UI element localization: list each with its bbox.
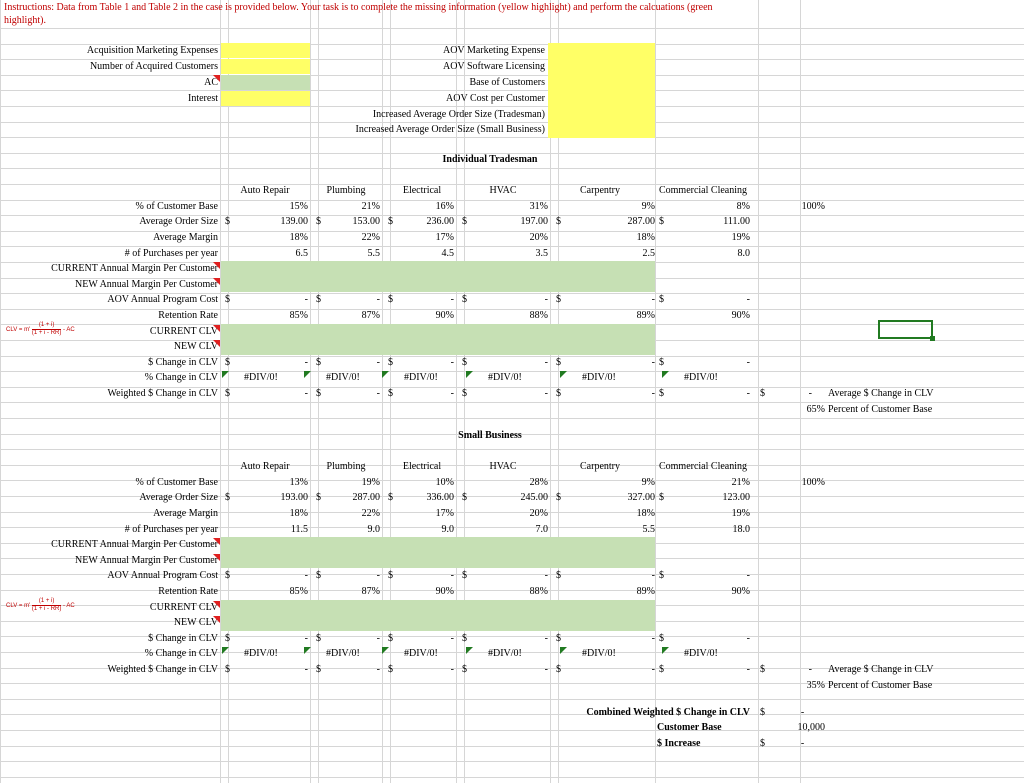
change-clv-value[interactable]: - <box>450 356 454 368</box>
retention-value[interactable]: 88% <box>529 310 548 321</box>
dollar-sign: $ <box>659 216 664 228</box>
weighted-clv-value[interactable]: - <box>376 388 380 399</box>
comment-marker <box>213 340 220 347</box>
customer-base-value[interactable]: 9% <box>641 200 655 212</box>
margin-value[interactable]: 18% <box>636 508 655 519</box>
clv-formula: CLV = m' $\frac{(1 + i)}{(1 + i - RR)}$ - AC <box>6 597 75 612</box>
category-header: Commercial Cleaning <box>658 461 748 473</box>
dollar-sign: $ <box>388 388 393 399</box>
summary-dollar: $ <box>760 388 765 399</box>
summary-percent[interactable]: 65% <box>806 403 825 415</box>
margin-value[interactable]: 19% <box>731 508 750 519</box>
customer-base-value[interactable]: 16% <box>435 200 454 212</box>
error-indicator <box>304 647 311 654</box>
category-header: Auto Repair <box>240 185 290 197</box>
retention-value[interactable]: 88% <box>529 586 548 597</box>
category-header: Commercial Cleaning <box>658 185 748 197</box>
div-error[interactable]: #DIV/0! <box>404 372 438 384</box>
error-indicator <box>466 371 473 378</box>
combined-label-1: Customer Base <box>657 722 722 733</box>
row-label: # of Purchases per year <box>124 523 218 535</box>
row-label: NEW CLV <box>173 617 218 629</box>
category-header: Electrical <box>402 185 442 197</box>
order-size-value[interactable]: 336.00 <box>426 492 454 504</box>
row-label: NEW Annual Margin Per Customer <box>75 554 218 566</box>
retention-value[interactable]: 90% <box>435 586 454 597</box>
dollar-sign: $ <box>462 388 467 399</box>
dollar-sign: $ <box>388 570 393 582</box>
div-error[interactable]: #DIV/0! <box>326 372 360 384</box>
dollar-sign: $ <box>316 664 321 675</box>
fill-handle[interactable] <box>930 336 935 341</box>
category-header: Plumbing <box>326 185 366 197</box>
margin-value[interactable]: 18% <box>636 232 655 243</box>
dollar-sign: $ <box>659 388 664 399</box>
row-label: Average Margin <box>153 508 218 519</box>
section-title-1: Small Business <box>458 430 522 441</box>
summary-avg-label: Average $ Change in CLV <box>828 388 934 399</box>
input-yellow-aov-block[interactable] <box>548 43 655 138</box>
weighted-clv-value[interactable]: - <box>304 388 308 399</box>
div-error[interactable]: #DIV/0! <box>684 648 718 660</box>
customer-base-value[interactable]: 28% <box>529 476 548 488</box>
summary-avg-label: Average $ Change in CLV <box>828 664 934 675</box>
dollar-sign: $ <box>388 632 393 644</box>
customer-base-value[interactable]: 8% <box>736 200 750 212</box>
customer-base-total[interactable]: 100% <box>801 200 825 212</box>
margin-value[interactable]: 17% <box>435 508 454 519</box>
comment-marker <box>213 325 220 332</box>
category-header: HVAC <box>489 185 517 197</box>
aov-label-4: Increased Average Order Size (Tradesman) <box>372 109 545 120</box>
dollar-sign: $ <box>659 492 664 504</box>
weighted-clv-value[interactable]: - <box>651 664 655 675</box>
change-clv-value[interactable]: - <box>304 632 308 644</box>
change-clv-value[interactable]: - <box>544 356 548 368</box>
dollar-sign: $ <box>316 356 321 368</box>
dollar-sign: $ <box>316 294 321 306</box>
weighted-clv-value[interactable]: - <box>746 664 750 675</box>
category-header: Carpentry <box>580 185 620 197</box>
error-indicator <box>662 371 669 378</box>
dollar-sign: $ <box>556 356 561 368</box>
aov-label-2: Base of Customers <box>469 77 545 88</box>
row-label: CURRENT Annual Margin Per Customer <box>51 263 218 275</box>
div-error[interactable]: #DIV/0! <box>582 648 616 660</box>
combined-label-0: Combined Weighted $ Change in CLV <box>586 707 750 718</box>
margin-value[interactable]: 18% <box>289 508 308 519</box>
weighted-clv-value[interactable]: - <box>304 664 308 675</box>
error-indicator <box>304 371 311 378</box>
error-indicator <box>222 371 229 378</box>
section-title-0: Individual Tradesman <box>442 154 538 165</box>
dollar-sign: $ <box>556 492 561 504</box>
purchases-value[interactable]: 5.5 <box>642 523 655 535</box>
clv-formula: CLV = m' $\frac{(1 + i)}{(1 + i - RR)}$ - AC <box>6 321 75 336</box>
retention-value[interactable]: 89% <box>636 310 655 321</box>
dollar-sign: $ <box>462 356 467 368</box>
retention-value[interactable]: 87% <box>361 586 380 597</box>
dollar-sign: $ <box>462 492 467 504</box>
purchases-value[interactable]: 18.0 <box>732 523 750 535</box>
purchases-value[interactable]: 9.0 <box>367 523 380 535</box>
div-error[interactable]: #DIV/0! <box>244 372 278 384</box>
program-cost-value[interactable]: - <box>304 294 308 306</box>
dollar-sign: $ <box>462 570 467 582</box>
dollar-sign: $ <box>225 356 230 368</box>
dollar-sign: $ <box>225 492 230 504</box>
dollar-sign: $ <box>556 294 561 306</box>
dollar-sign: $ <box>225 294 230 306</box>
program-cost-value[interactable]: - <box>651 294 655 306</box>
dollar-sign: $ <box>388 356 393 368</box>
purchases-value[interactable]: 7.0 <box>535 523 548 535</box>
comment-marker <box>213 538 220 545</box>
margin-value[interactable]: 22% <box>361 232 380 243</box>
order-size-value[interactable]: 245.00 <box>520 492 548 504</box>
customer-base-value[interactable]: 19% <box>361 476 380 488</box>
error-indicator <box>382 371 389 378</box>
comment-marker <box>213 554 220 561</box>
category-header: Carpentry <box>580 461 620 473</box>
margin-value[interactable]: 19% <box>731 232 750 243</box>
dollar-sign: $ <box>388 294 393 306</box>
div-error[interactable]: #DIV/0! <box>326 648 360 660</box>
row-label: Retention Rate <box>158 310 218 321</box>
input-yellow-acquired-customers[interactable] <box>221 59 310 74</box>
order-size-value[interactable]: 193.00 <box>280 492 308 504</box>
purchases-value[interactable]: 9.0 <box>441 523 454 535</box>
purchases-value[interactable]: 3.5 <box>535 247 548 259</box>
comment-marker <box>213 616 220 623</box>
row-label: Weighted $ Change in CLV <box>107 664 218 675</box>
retention-value[interactable]: 89% <box>636 586 655 597</box>
order-size-value[interactable]: 139.00 <box>280 216 308 228</box>
dollar-sign: $ <box>462 664 467 675</box>
dollar-sign: $ <box>659 356 664 368</box>
order-size-value[interactable]: 287.00 <box>352 492 380 504</box>
dollar-sign: $ <box>659 664 664 675</box>
combined-value-2[interactable]: - <box>800 738 805 749</box>
margin-value[interactable]: 20% <box>529 508 548 519</box>
input-yellow-interest[interactable] <box>221 91 310 106</box>
dollar-sign: $ <box>316 632 321 644</box>
order-size-value[interactable]: 111.00 <box>723 216 750 228</box>
combined-dollar: $ <box>760 707 765 718</box>
div-error[interactable]: #DIV/0! <box>488 372 522 384</box>
dollar-sign: $ <box>556 216 561 228</box>
summary-percent-label: Percent of Customer Base <box>828 403 933 415</box>
combined-value-0[interactable]: - <box>800 707 805 718</box>
order-size-value[interactable]: 287.00 <box>627 216 655 228</box>
aov-label-0: AOV Marketing Expense <box>442 45 545 56</box>
order-size-value[interactable]: 197.00 <box>520 216 548 228</box>
row-label: AOV Annual Program Cost <box>107 570 218 582</box>
error-indicator <box>466 647 473 654</box>
retention-value[interactable]: 87% <box>361 310 380 321</box>
summary-percent-label: Percent of Customer Base <box>828 679 933 691</box>
row-label: $ Change in CLV <box>148 356 218 368</box>
row-label: CURRENT Annual Margin Per Customer <box>51 539 218 551</box>
dollar-sign: $ <box>225 632 230 644</box>
error-indicator <box>560 371 567 378</box>
weighted-clv-value[interactable]: - <box>651 388 655 399</box>
input-label-3: Interest <box>188 93 218 104</box>
change-clv-value[interactable]: - <box>304 356 308 368</box>
program-cost-value[interactable]: - <box>304 570 308 582</box>
row-label: Average Margin <box>153 232 218 243</box>
change-clv-value[interactable]: - <box>544 632 548 644</box>
change-clv-value[interactable]: - <box>746 356 750 368</box>
category-header: Plumbing <box>326 461 366 473</box>
row-label: Average Order Size <box>139 216 218 228</box>
comment-marker <box>213 601 220 608</box>
calc-green-current-margin[interactable] <box>221 537 655 568</box>
margin-value[interactable]: 17% <box>435 232 454 243</box>
dollar-sign: $ <box>462 294 467 306</box>
dollar-sign: $ <box>556 664 561 675</box>
change-clv-value[interactable]: - <box>651 356 655 368</box>
aov-label-1: AOV Software Licensing <box>442 61 545 72</box>
summary-percent[interactable]: 35% <box>806 679 825 691</box>
summary-dollar: $ <box>760 664 765 675</box>
dollar-sign: $ <box>556 570 561 582</box>
dollar-sign: $ <box>388 492 393 504</box>
dollar-sign: $ <box>659 570 664 582</box>
order-size-value[interactable]: 236.00 <box>426 216 454 228</box>
dollar-sign: $ <box>225 216 230 228</box>
purchases-value[interactable]: 8.0 <box>737 247 750 259</box>
error-indicator <box>662 647 669 654</box>
change-clv-value[interactable]: - <box>651 632 655 644</box>
customer-base-value[interactable]: 9% <box>641 476 655 488</box>
row-label: Weighted $ Change in CLV <box>107 388 218 399</box>
order-size-value[interactable]: 123.00 <box>722 492 750 504</box>
retention-value[interactable]: 85% <box>289 586 308 597</box>
row-label: # of Purchases per year <box>124 247 218 259</box>
customer-base-total[interactable]: 100% <box>801 476 825 488</box>
row-label: AOV Annual Program Cost <box>107 294 218 306</box>
weighted-clv-value[interactable]: - <box>544 388 548 399</box>
dollar-sign: $ <box>659 632 664 644</box>
change-clv-value[interactable]: - <box>746 632 750 644</box>
row-label: $ Change in CLV <box>148 632 218 644</box>
customer-base-value[interactable]: 10% <box>435 476 454 488</box>
dollar-sign: $ <box>225 388 230 399</box>
program-cost-value[interactable]: - <box>544 570 548 582</box>
dollar-sign: $ <box>462 216 467 228</box>
input-label-1: Number of Acquired Customers <box>89 61 218 72</box>
input-label-2: AC <box>204 77 218 88</box>
margin-value[interactable]: 22% <box>361 508 380 519</box>
program-cost-value[interactable]: - <box>746 570 750 582</box>
combined-value-1[interactable]: 10,000 <box>797 722 825 733</box>
order-size-value[interactable]: 327.00 <box>627 492 655 504</box>
order-size-value[interactable]: 153.00 <box>352 216 380 228</box>
purchases-value[interactable]: 4.5 <box>441 247 454 259</box>
input-label-0: Acquisition Marketing Expenses <box>86 45 218 56</box>
comment-marker <box>213 278 220 285</box>
change-clv-value[interactable]: - <box>376 356 380 368</box>
calc-green-clv[interactable] <box>221 600 655 631</box>
row-label: CURRENT CLV <box>149 325 218 337</box>
purchases-value[interactable]: 11.5 <box>290 523 308 535</box>
div-error[interactable]: #DIV/0! <box>488 648 522 660</box>
input-yellow-acq-expenses[interactable] <box>221 43 310 58</box>
change-clv-value[interactable]: - <box>450 632 454 644</box>
customer-base-value[interactable]: 21% <box>361 200 380 212</box>
row-label: Retention Rate <box>158 586 218 597</box>
row-label: % of Customer Base <box>135 200 218 212</box>
customer-base-value[interactable]: 15% <box>289 200 308 212</box>
aov-label-3: AOV Cost per Customer <box>446 93 545 104</box>
purchases-value[interactable]: 5.5 <box>367 247 380 259</box>
program-cost-value[interactable]: - <box>450 294 454 306</box>
retention-value[interactable]: 85% <box>289 310 308 321</box>
error-indicator <box>222 647 229 654</box>
weighted-clv-value[interactable]: - <box>746 388 750 399</box>
category-header: Electrical <box>402 461 442 473</box>
dollar-sign: $ <box>556 632 561 644</box>
dollar-sign: $ <box>659 294 664 306</box>
program-cost-value[interactable]: - <box>450 570 454 582</box>
margin-value[interactable]: 20% <box>529 232 548 243</box>
purchases-value[interactable]: 6.5 <box>295 247 308 259</box>
dollar-sign: $ <box>556 388 561 399</box>
category-header: HVAC <box>489 461 517 473</box>
weighted-clv-value[interactable]: - <box>544 664 548 675</box>
row-label: NEW Annual Margin Per Customer <box>75 278 218 290</box>
combined-dollar: $ <box>760 738 765 749</box>
row-label: % Change in CLV <box>144 648 218 660</box>
instructions-text: Instructions: Data from Table 1 and Table 2 in the case is provided below. Your task is to complete the missing information (yellow highlight) and perform the calcuations (green highlight). <box>4 2 713 26</box>
dollar-sign: $ <box>316 570 321 582</box>
combined-label-2: $ Increase <box>657 738 701 749</box>
div-error[interactable]: #DIV/0! <box>404 648 438 660</box>
customer-base-value[interactable]: 13% <box>289 476 308 488</box>
selected-cell[interactable] <box>878 320 933 339</box>
dollar-sign: $ <box>388 664 393 675</box>
comment-marker <box>213 262 220 269</box>
customer-base-value[interactable]: 21% <box>731 476 750 488</box>
change-clv-value[interactable]: - <box>376 632 380 644</box>
error-indicator <box>382 647 389 654</box>
program-cost-value[interactable]: - <box>376 294 380 306</box>
row-label: Average Order Size <box>139 492 218 504</box>
retention-value[interactable]: 90% <box>435 310 454 321</box>
weighted-clv-value[interactable]: - <box>376 664 380 675</box>
program-cost-value[interactable]: - <box>746 294 750 306</box>
row-label: % of Customer Base <box>135 476 218 488</box>
div-error[interactable]: #DIV/0! <box>684 372 718 384</box>
category-header: Auto Repair <box>240 461 290 473</box>
dollar-sign: $ <box>316 492 321 504</box>
dollar-sign: $ <box>388 216 393 228</box>
comment-marker-ac <box>213 75 220 82</box>
div-error[interactable]: #DIV/0! <box>244 648 278 660</box>
div-error[interactable]: #DIV/0! <box>582 372 616 384</box>
dollar-sign: $ <box>225 570 230 582</box>
row-label: % Change in CLV <box>144 372 218 384</box>
dollar-sign: $ <box>316 216 321 228</box>
input-green-ac[interactable] <box>221 75 310 90</box>
weighted-clv-value[interactable]: - <box>450 664 454 675</box>
weighted-clv-value[interactable]: - <box>450 388 454 399</box>
program-cost-value[interactable]: - <box>376 570 380 582</box>
purchases-value[interactable]: 2.5 <box>642 247 655 259</box>
program-cost-value[interactable]: - <box>651 570 655 582</box>
summary-value[interactable]: - <box>808 388 812 399</box>
margin-value[interactable]: 18% <box>289 232 308 243</box>
retention-value[interactable]: 90% <box>731 310 750 321</box>
calc-green-current-margin[interactable] <box>221 261 655 292</box>
calc-green-clv[interactable] <box>221 324 655 355</box>
dollar-sign: $ <box>225 664 230 675</box>
program-cost-value[interactable]: - <box>544 294 548 306</box>
summary-value[interactable]: - <box>808 664 812 675</box>
dollar-sign: $ <box>462 632 467 644</box>
row-label: CURRENT CLV <box>149 601 218 613</box>
retention-value[interactable]: 90% <box>731 586 750 597</box>
row-label: NEW CLV <box>173 341 218 353</box>
aov-label-5: Increased Average Order Size (Small Business) <box>355 124 545 135</box>
dollar-sign: $ <box>316 388 321 399</box>
error-indicator <box>560 647 567 654</box>
customer-base-value[interactable]: 31% <box>529 200 548 212</box>
